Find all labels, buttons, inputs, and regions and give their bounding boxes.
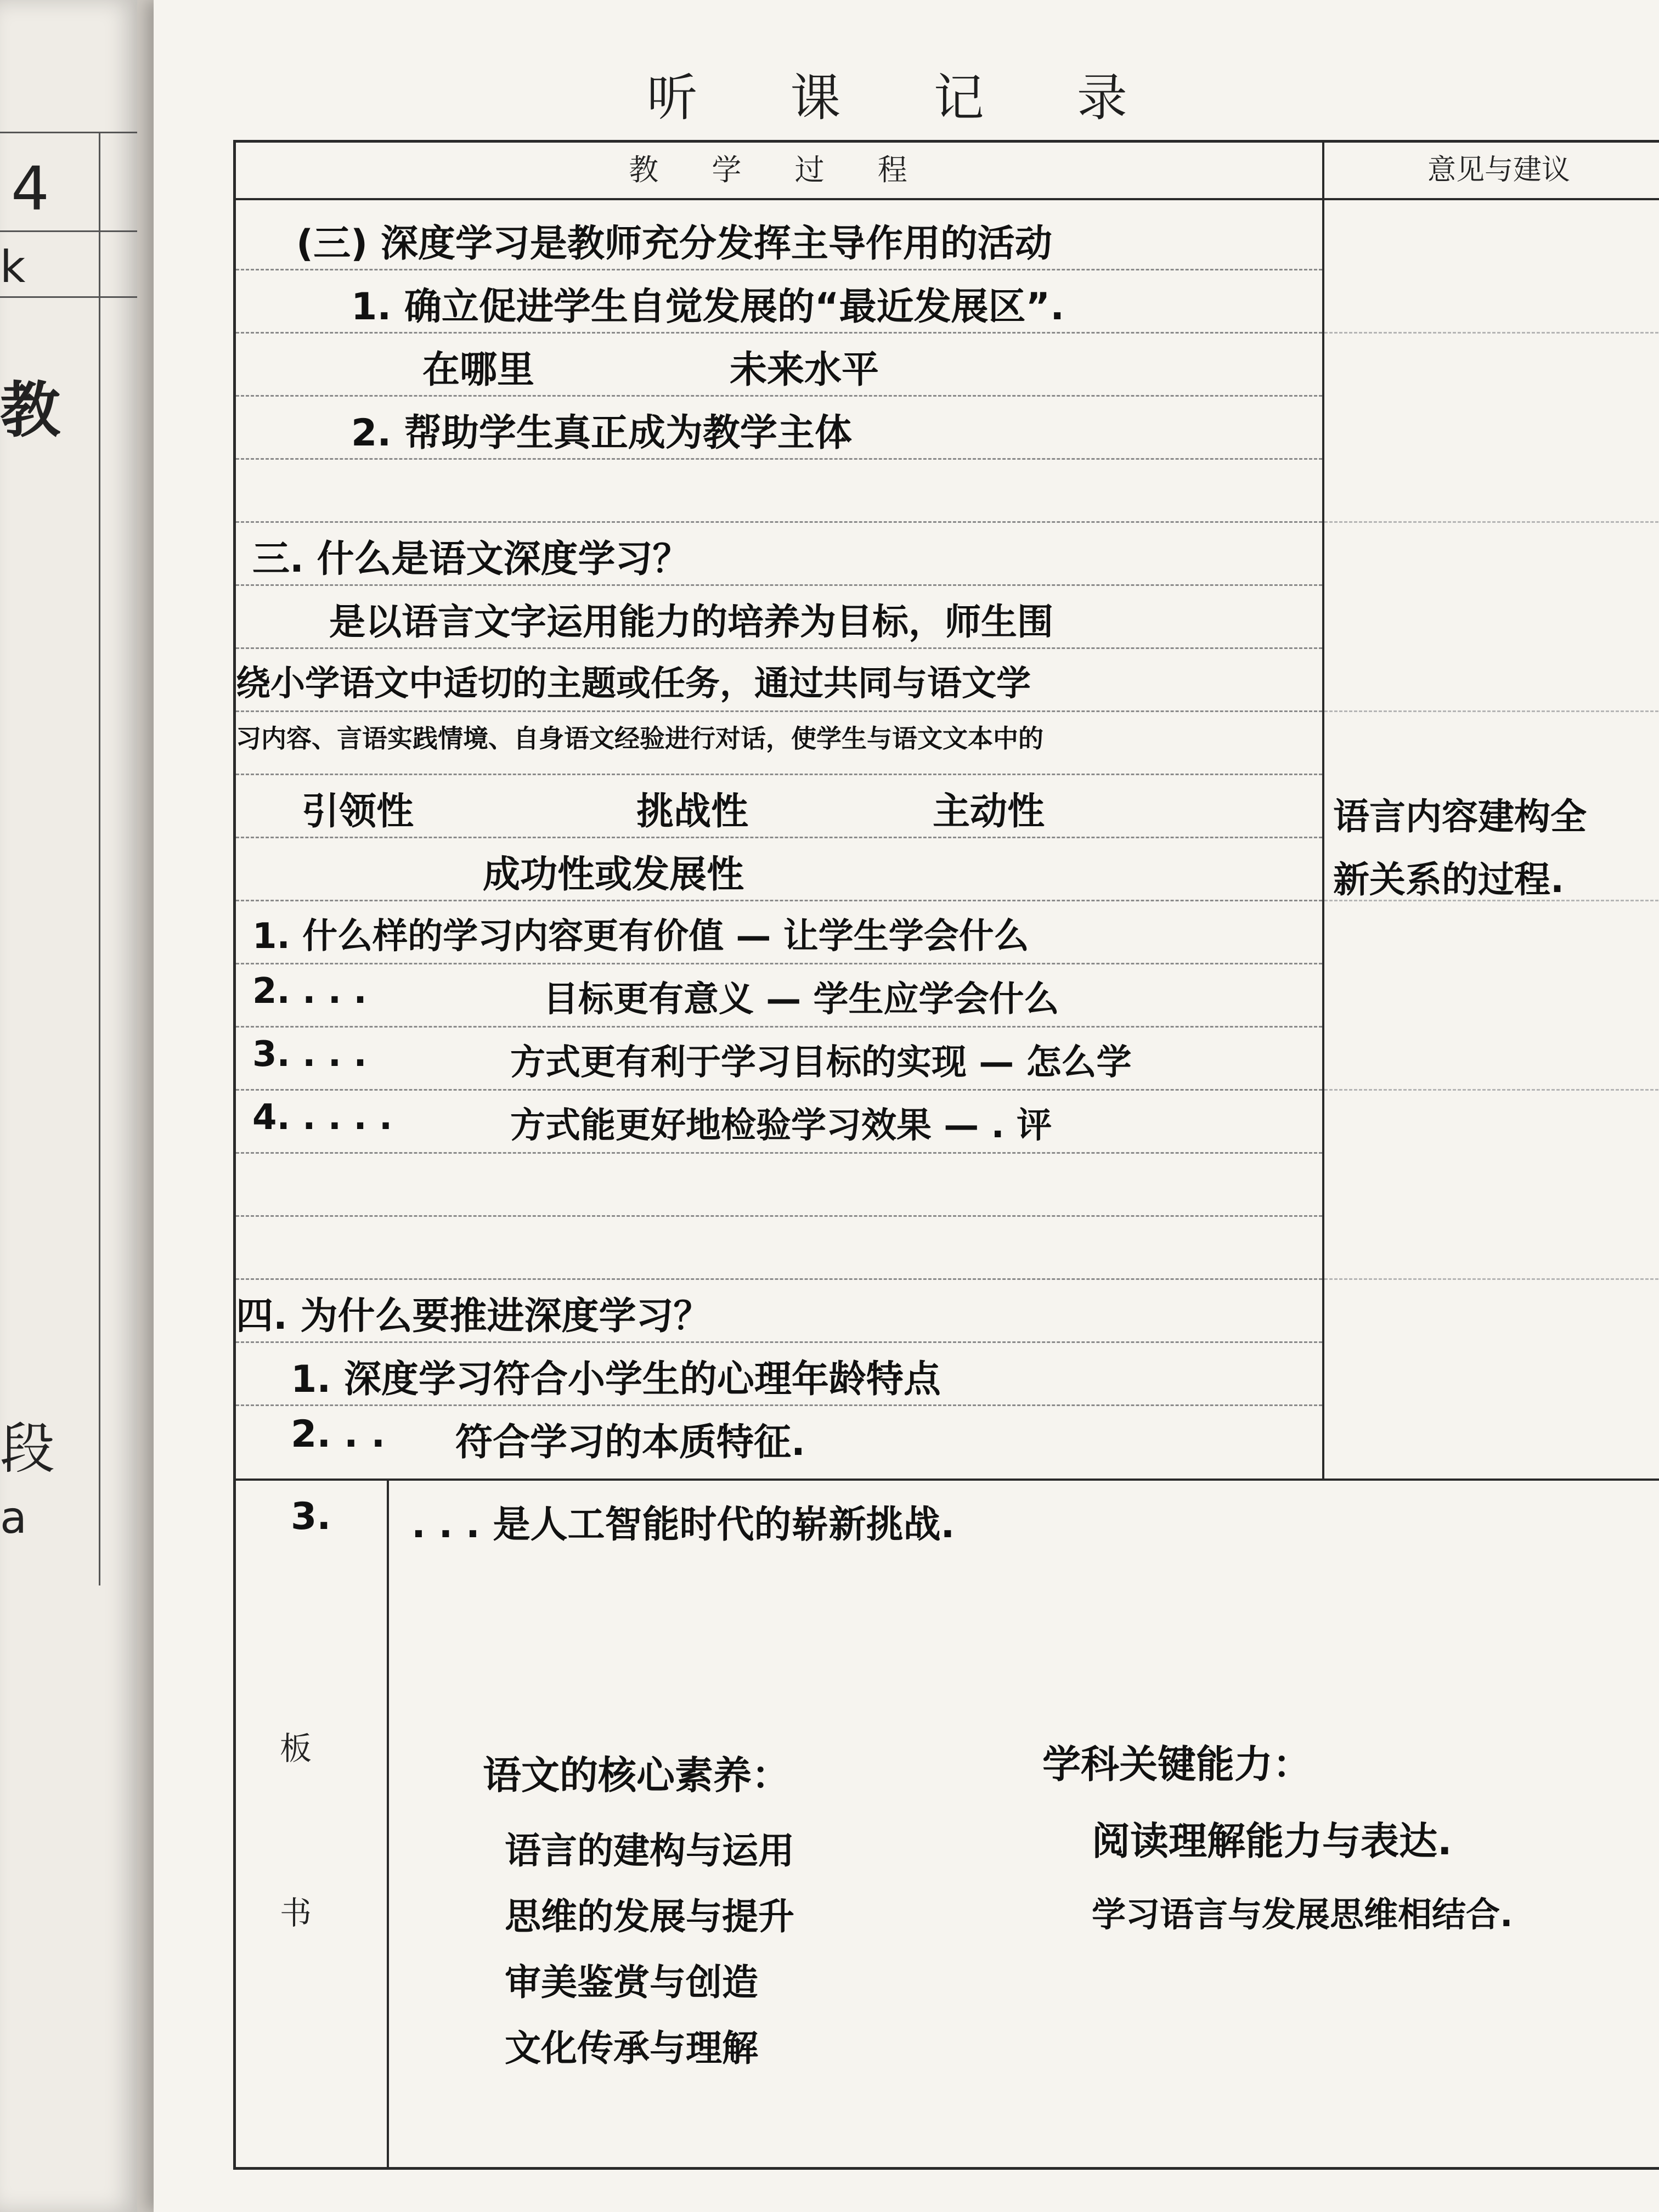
section-heading: (三) 深度学习是教师充分发挥主导作用的活动: [296, 222, 1052, 266]
board-key-item: 阅读理解能力与表达.: [1092, 1819, 1452, 1864]
ruling-line: [236, 774, 1322, 775]
handwritten-line: 1. 确立促进学生自觉发展的“最近发展区”.: [351, 285, 1065, 329]
left-page-edge: [0, 0, 137, 2212]
left-page-fragment: 段: [0, 1417, 55, 1481]
ruling-line: [236, 1215, 1322, 1217]
ruling-line: [236, 1404, 1322, 1406]
list-item: 1. 什么样的学习内容更有价值 — 让学生学会什么: [252, 916, 1029, 957]
board-label: 板: [280, 1730, 312, 1767]
board-core-item: 语言的建构与运用: [505, 1830, 794, 1872]
ruling-line: [1324, 1278, 1659, 1280]
list-item-number: 3.: [291, 1495, 331, 1538]
board-section-divider: [236, 1479, 1659, 1481]
list-item-number: 4. . . . .: [252, 1097, 393, 1138]
ruling-line: [236, 1089, 1322, 1091]
handwritten-line: 2. 帮助学生真正成为教学主体: [351, 411, 852, 455]
ruling-line: [236, 1152, 1322, 1154]
board-core-item: 审美鉴赏与创造: [505, 1961, 758, 2004]
handwritten-line: 绕小学语文中适切的主题或任务，通过共同与语文学: [236, 663, 1031, 703]
ruling-line: [236, 710, 1322, 712]
board-label: 书: [280, 1894, 312, 1932]
ruling-line: [236, 1026, 1322, 1028]
ruling-line: [1324, 521, 1659, 523]
left-page-fragment: k: [0, 241, 26, 292]
advice-note: 语言内容建构全: [1333, 795, 1587, 838]
ruling-line: [236, 458, 1322, 460]
list-item: 目标更有意义 — 学生应学会什么: [543, 979, 1059, 1020]
ruling-line: [236, 332, 1322, 334]
list-item-number: 2. . . .: [252, 971, 367, 1012]
board-key-item: 学习语言与发展思维相结合.: [1092, 1894, 1513, 1934]
handwritten-line: 成功性或发展性: [483, 853, 744, 896]
left-page-rule: [0, 132, 137, 133]
ruling-line: [1324, 1089, 1659, 1091]
ruling-line: [236, 837, 1322, 838]
left-page-fragment: 教: [0, 375, 60, 445]
left-page-rule: [0, 296, 137, 298]
handwritten-line: 引领性: [302, 790, 414, 833]
header-process: 教 学 过 程: [629, 153, 929, 187]
handwritten-line: 是以语言文字运用能力的培养为目标，师生围: [329, 601, 1053, 643]
list-item: 方式更有利于学习目标的实现 — 怎么学: [510, 1042, 1132, 1083]
left-page-rule: [0, 230, 137, 232]
list-item: . . . 是人工智能时代的崭新挑战.: [411, 1503, 955, 1547]
list-item-number: 2. . .: [291, 1413, 386, 1456]
board-core-item: 思维的发展与提升: [505, 1895, 794, 1938]
handwritten-line: 在哪里: [422, 348, 535, 392]
ruling-line: [236, 1278, 1322, 1280]
ruling-line: [236, 963, 1322, 964]
left-page-column-line: [99, 132, 100, 1585]
ruling-line: [236, 1341, 1322, 1343]
board-core-title: 语文的核心素养：: [483, 1753, 790, 1798]
board-core-item: 文化传承与理解: [505, 2027, 758, 2069]
board-label-divider: [387, 1479, 389, 2167]
header-advice: 意见与建议: [1427, 154, 1570, 187]
ruling-line: [236, 395, 1322, 397]
ruling-line: [236, 521, 1322, 523]
notebook-page: [154, 0, 1659, 2212]
page-title: 听 课 记 录: [647, 69, 1166, 127]
advice-note: 新关系的过程.: [1333, 859, 1565, 901]
left-page-fragment: a: [0, 1492, 27, 1543]
record-table: [233, 140, 1659, 2170]
ruling-line: [236, 584, 1322, 586]
list-item-number: 3. . . .: [252, 1034, 367, 1075]
handwritten-line: 未来水平: [730, 348, 879, 392]
handwritten-line: 主动性: [933, 790, 1045, 833]
handwritten-line: 习内容、言语实践情境、自身语文经验进行对话，使学生与语文文本中的: [236, 724, 1043, 753]
board-key-title: 学科关键能力：: [1042, 1742, 1311, 1787]
list-item: 符合学习的本质特征.: [455, 1421, 805, 1464]
ruling-line: [1324, 332, 1659, 334]
table-header-row: [236, 143, 1659, 200]
left-page-fragment: 4: [11, 154, 49, 224]
list-item: 方式能更好地检验学习效果 — . 评: [510, 1105, 1052, 1146]
list-item: 1. 深度学习符合小学生的心理年龄特点: [291, 1358, 941, 1401]
section-heading: 四. 为什么要推进深度学习？: [236, 1295, 711, 1338]
ruling-line: [236, 647, 1322, 649]
ruling-line: [236, 900, 1322, 901]
handwritten-line: 挑战性: [636, 790, 749, 833]
ruling-line: [236, 269, 1322, 270]
ruling-line: [1324, 710, 1659, 712]
section-heading: 三. 什么是语文深度学习？: [252, 538, 690, 581]
